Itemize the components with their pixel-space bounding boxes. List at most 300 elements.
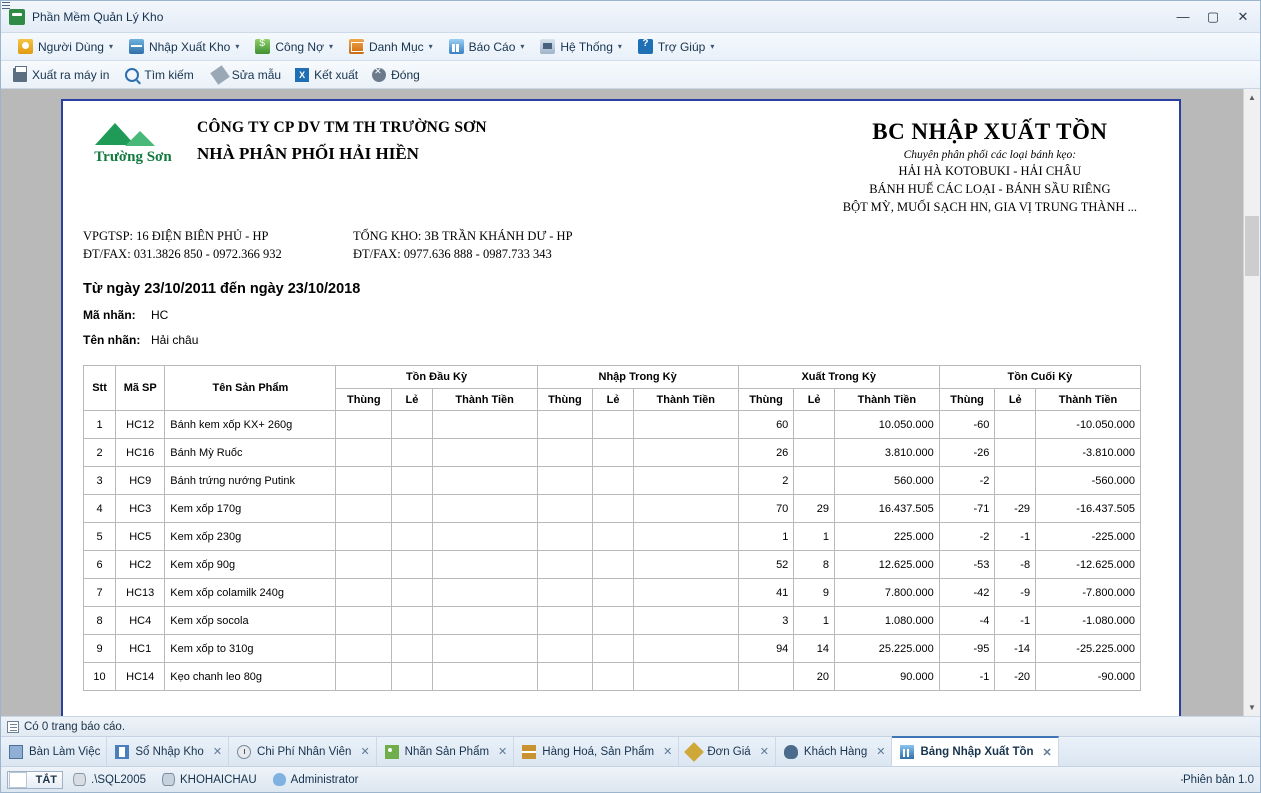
database-icon bbox=[162, 773, 175, 786]
cell-stt: 2 bbox=[84, 439, 116, 467]
desktop-icon bbox=[9, 745, 23, 759]
cell-dau-thung bbox=[336, 551, 392, 579]
cell-xuat-thung: 26 bbox=[738, 439, 794, 467]
cell-nhap-tt bbox=[633, 607, 738, 635]
cell-xuat-le bbox=[794, 439, 835, 467]
cell-cuoi-le: -29 bbox=[995, 495, 1036, 523]
table-row[interactable] bbox=[84, 411, 1141, 439]
cell-dau-tt bbox=[432, 411, 537, 439]
tab-close-icon[interactable]: ✕ bbox=[759, 746, 769, 758]
export-icon: X bbox=[295, 68, 309, 82]
search-icon bbox=[125, 68, 139, 82]
cell-nhap-tt bbox=[633, 439, 738, 467]
cell-dau-thung bbox=[336, 495, 392, 523]
chevron-down-icon: ▾ bbox=[520, 42, 525, 51]
cell-dau-le bbox=[392, 523, 433, 551]
chart-icon bbox=[449, 39, 464, 54]
cell-nhap-thung bbox=[537, 635, 593, 663]
tab-hang-hoa-san-pham[interactable] bbox=[514, 737, 679, 766]
cell-dau-le bbox=[392, 439, 433, 467]
table-row[interactable] bbox=[84, 635, 1141, 663]
mountain-shape-2-icon bbox=[125, 131, 155, 146]
cell-cuoi-tt: -560.000 bbox=[1036, 467, 1141, 495]
toolbar-label: Tìm kiếm bbox=[144, 67, 194, 82]
col-group-xuat-trong-ky: Xuất Trong Kỳ bbox=[738, 366, 939, 389]
toolbar-label: Đóng bbox=[391, 67, 420, 82]
cell-xuat-le bbox=[794, 467, 835, 495]
menu-nguoi-dung[interactable] bbox=[11, 36, 120, 58]
cell-ten: Kem xốp 170g bbox=[165, 495, 336, 523]
cell-nhap-le bbox=[593, 551, 634, 579]
cell-xuat-tt: 90.000 bbox=[834, 663, 939, 691]
price-icon bbox=[684, 742, 704, 762]
cell-xuat-thung: 1 bbox=[738, 523, 794, 551]
cell-nhap-tt bbox=[633, 635, 738, 663]
tab-ban-lam-viec[interactable] bbox=[1, 737, 107, 766]
cell-nhap-le bbox=[593, 635, 634, 663]
subcol-thung: Thùng bbox=[336, 389, 392, 411]
menu-bao-cao[interactable] bbox=[442, 36, 532, 58]
cell-xuat-thung: 52 bbox=[738, 551, 794, 579]
tab-close-icon[interactable]: ✕ bbox=[498, 746, 508, 758]
cell-nhap-le bbox=[593, 467, 634, 495]
cell-dau-thung bbox=[336, 523, 392, 551]
title-bar bbox=[1, 1, 1260, 33]
menu-tro-giup[interactable] bbox=[631, 36, 721, 58]
cell-dau-thung bbox=[336, 607, 392, 635]
cell-xuat-le: 20 bbox=[794, 663, 835, 691]
chevron-down-icon: ▾ bbox=[235, 42, 240, 51]
cell-xuat-thung: 2 bbox=[738, 467, 794, 495]
version-info bbox=[1181, 774, 1254, 786]
field-label: Tên nhãn: bbox=[83, 333, 141, 347]
book-icon bbox=[115, 745, 129, 759]
tab-don-gia[interactable] bbox=[679, 737, 776, 766]
cell-nhap-le bbox=[593, 411, 634, 439]
menu-label: Trợ Giúp bbox=[657, 39, 706, 54]
subcol-thanh-tien: Thành Tiền bbox=[633, 389, 738, 411]
user-icon bbox=[18, 39, 33, 54]
cell-ma: HC9 bbox=[116, 467, 165, 495]
cell-ten: Kem xốp 230g bbox=[165, 523, 336, 551]
cell-nhap-tt bbox=[633, 523, 738, 551]
cell-ma: HC13 bbox=[116, 579, 165, 607]
tab-nhan-san-pham[interactable] bbox=[377, 737, 515, 766]
menu-cong-no[interactable] bbox=[248, 36, 340, 58]
cell-xuat-tt: 1.080.000 bbox=[834, 607, 939, 635]
cell-xuat-le: 9 bbox=[794, 579, 835, 607]
company-block bbox=[83, 119, 487, 171]
address-office: VPGTSP: 16 ĐIỆN BIÊN PHỦ - HP bbox=[83, 229, 269, 243]
cell-ten: Kem xốp colamilk 240g bbox=[165, 579, 336, 607]
cell-cuoi-tt: -25.225.000 bbox=[1036, 635, 1141, 663]
cell-xuat-thung: 94 bbox=[738, 635, 794, 663]
tab-so-nhap-kho[interactable] bbox=[107, 737, 229, 766]
cell-ten: Bánh trứng nướng Putink bbox=[165, 467, 336, 495]
cell-dau-thung bbox=[336, 579, 392, 607]
chevron-down-icon: ▾ bbox=[108, 42, 113, 51]
cell-cuoi-thung: -2 bbox=[939, 523, 995, 551]
subcol-thanh-tien: Thành Tiền bbox=[432, 389, 537, 411]
page-icon bbox=[7, 721, 19, 733]
cell-cuoi-thung: -4 bbox=[939, 607, 995, 635]
field-ma-nhan bbox=[83, 308, 1159, 322]
cell-dau-tt bbox=[432, 495, 537, 523]
cell-nhap-thung bbox=[537, 579, 593, 607]
cell-nhap-tt bbox=[633, 411, 738, 439]
subcol-thung: Thùng bbox=[939, 389, 995, 411]
tab-close-icon[interactable]: ✕ bbox=[1042, 746, 1052, 759]
table-row[interactable] bbox=[84, 495, 1141, 523]
col-stt: Stt bbox=[84, 366, 116, 411]
menu-danh-muc[interactable] bbox=[342, 36, 440, 58]
cell-ma: HC14 bbox=[116, 663, 165, 691]
report-toolbar bbox=[1, 61, 1260, 89]
cell-xuat-thung bbox=[738, 663, 794, 691]
table-row[interactable] bbox=[84, 663, 1141, 691]
table-group-header-row bbox=[84, 366, 1141, 389]
server-info bbox=[73, 773, 146, 786]
cell-nhap-thung bbox=[537, 439, 593, 467]
tab-label: Đơn Giá bbox=[707, 745, 751, 758]
address-column-1 bbox=[83, 229, 353, 265]
status-text: Có 0 trang báo cáo. bbox=[24, 720, 126, 733]
cell-ten: Kem xốp 90g bbox=[165, 551, 336, 579]
cell-xuat-tt: 7.800.000 bbox=[834, 579, 939, 607]
cell-nhap-thung bbox=[537, 523, 593, 551]
cell-nhap-thung bbox=[537, 551, 593, 579]
cell-cuoi-thung: -71 bbox=[939, 495, 995, 523]
subcol-le: Lẻ bbox=[995, 389, 1036, 411]
user-icon bbox=[273, 773, 286, 786]
cell-cuoi-le: -14 bbox=[995, 635, 1036, 663]
cell-stt: 10 bbox=[84, 663, 116, 691]
cell-xuat-thung: 3 bbox=[738, 607, 794, 635]
cell-cuoi-le bbox=[995, 467, 1036, 495]
scrollbar-track[interactable] bbox=[1244, 106, 1261, 699]
tab-label: Khách Hàng bbox=[803, 745, 868, 758]
cell-cuoi-tt: -7.800.000 bbox=[1036, 579, 1141, 607]
cell-xuat-le: 29 bbox=[794, 495, 835, 523]
cell-xuat-tt: 12.625.000 bbox=[834, 551, 939, 579]
power-off-button[interactable]: TẮT bbox=[7, 771, 63, 789]
cell-xuat-tt: 25.225.000 bbox=[834, 635, 939, 663]
cell-cuoi-le: -8 bbox=[995, 551, 1036, 579]
cell-dau-tt bbox=[432, 635, 537, 663]
menu-bar bbox=[1, 33, 1260, 61]
tab-label: Nhãn Sản Phẩm bbox=[404, 745, 490, 758]
cell-dau-le bbox=[392, 551, 433, 579]
cell-dau-le bbox=[392, 663, 433, 691]
search-button[interactable] bbox=[121, 64, 201, 86]
cell-xuat-thung: 60 bbox=[738, 411, 794, 439]
tab-close-icon[interactable]: ✕ bbox=[663, 746, 673, 758]
close-report-button[interactable] bbox=[370, 64, 428, 86]
address-warehouse: TỔNG KHO: 3B TRẦN KHÁNH DƯ - HP bbox=[353, 229, 573, 243]
table-row[interactable] bbox=[84, 551, 1141, 579]
cell-ma: HC2 bbox=[116, 551, 165, 579]
col-group-ton-dau-ky: Tồn Đầu Kỳ bbox=[336, 366, 537, 389]
subcol-le: Lẻ bbox=[392, 389, 433, 411]
table-row[interactable] bbox=[84, 439, 1141, 467]
menu-label: Người Dùng bbox=[38, 39, 104, 54]
print-button[interactable] bbox=[11, 64, 117, 86]
menu-label: Công Nợ bbox=[275, 39, 324, 54]
user-info bbox=[273, 773, 359, 786]
company-name-line2: NHÀ PHÂN PHỐI HẢI HIỀN bbox=[197, 144, 419, 163]
field-label: Mã nhãn: bbox=[83, 308, 136, 322]
cell-cuoi-thung: -60 bbox=[939, 411, 995, 439]
tag-icon bbox=[385, 745, 399, 759]
brand-line-2: BÁNH HUẾ CÁC LOẠI - BÁNH SẦU RIÊNG bbox=[869, 182, 1111, 196]
tab-label: Hàng Hoá, Sản Phẩm bbox=[542, 745, 655, 758]
cell-dau-le bbox=[392, 495, 433, 523]
field-value: Hải châu bbox=[151, 333, 199, 347]
report-table bbox=[83, 365, 1141, 691]
menu-nhap-xuat-kho[interactable] bbox=[122, 36, 246, 58]
cell-dau-tt bbox=[432, 523, 537, 551]
table-head bbox=[84, 366, 1141, 411]
cell-dau-le bbox=[392, 467, 433, 495]
cell-nhap-tt bbox=[633, 467, 738, 495]
cell-ma: HC4 bbox=[116, 607, 165, 635]
cell-xuat-le bbox=[794, 411, 835, 439]
menu-label: Nhập Xuất Kho bbox=[148, 39, 231, 54]
cell-nhap-thung bbox=[537, 495, 593, 523]
cell-xuat-tt: 560.000 bbox=[834, 467, 939, 495]
report-page bbox=[61, 99, 1181, 716]
cell-dau-tt bbox=[432, 663, 537, 691]
cell-xuat-le: 14 bbox=[794, 635, 835, 663]
brand-line-1: HẢI HÀ KOTOBUKI - HẢI CHÂU bbox=[898, 164, 1082, 178]
cell-cuoi-tt: -225.000 bbox=[1036, 523, 1141, 551]
tab-bang-nhap-xuat-ton[interactable] bbox=[892, 736, 1058, 766]
menu-label: Hệ Thống bbox=[560, 39, 613, 54]
bottom-status-bar bbox=[1, 766, 1260, 792]
cell-ten: Kem xốp to 310g bbox=[165, 635, 336, 663]
subcol-thanh-tien: Thành Tiền bbox=[1036, 389, 1141, 411]
cell-nhap-le bbox=[593, 495, 634, 523]
cell-cuoi-le bbox=[995, 439, 1036, 467]
app-logo-icon bbox=[9, 9, 25, 25]
cell-cuoi-le: -1 bbox=[995, 607, 1036, 635]
cell-cuoi-tt: -12.625.000 bbox=[1036, 551, 1141, 579]
cell-cuoi-thung: -26 bbox=[939, 439, 995, 467]
server-name: .\SQL2005 bbox=[91, 773, 146, 786]
cell-ma: HC5 bbox=[116, 523, 165, 551]
report-icon bbox=[900, 745, 914, 759]
cell-stt: 6 bbox=[84, 551, 116, 579]
cell-xuat-tt: 225.000 bbox=[834, 523, 939, 551]
subcol-thung: Thùng bbox=[537, 389, 593, 411]
cell-cuoi-tt: -16.437.505 bbox=[1036, 495, 1141, 523]
cell-dau-tt bbox=[432, 551, 537, 579]
export-button[interactable] bbox=[293, 64, 366, 86]
cell-cuoi-le bbox=[995, 411, 1036, 439]
subcol-thung: Thùng bbox=[738, 389, 794, 411]
cell-stt: 3 bbox=[84, 467, 116, 495]
table-body bbox=[84, 411, 1141, 691]
report-period: Từ ngày 23/10/2011 đến ngày 23/10/2018 bbox=[83, 281, 361, 297]
cell-dau-thung bbox=[336, 467, 392, 495]
cell-ma: HC1 bbox=[116, 635, 165, 663]
printer-icon bbox=[13, 68, 27, 82]
goods-icon bbox=[522, 745, 536, 759]
cell-nhap-le bbox=[593, 523, 634, 551]
brand-line-3: BỘT MỲ, MUỐI SẠCH HN, GIA VỊ TRUNG THÀNH ... bbox=[842, 200, 1137, 214]
field-ten-nhan bbox=[83, 333, 1159, 347]
cell-dau-tt bbox=[432, 467, 537, 495]
cell-stt: 4 bbox=[84, 495, 116, 523]
cell-dau-tt bbox=[432, 579, 537, 607]
cell-nhap-tt bbox=[633, 495, 738, 523]
scrollbar-thumb[interactable] bbox=[1245, 216, 1259, 276]
chevron-down-icon: ▾ bbox=[710, 42, 715, 51]
chevron-down-icon: ▾ bbox=[428, 42, 433, 51]
database-info bbox=[162, 773, 257, 786]
cell-dau-thung bbox=[336, 411, 392, 439]
cell-xuat-thung: 41 bbox=[738, 579, 794, 607]
report-title: BC NHẬP XUẤT TỒN bbox=[872, 119, 1108, 144]
report-title-block bbox=[843, 119, 1159, 215]
report-subtitle: Chuyên phân phối các loại bánh kẹo: bbox=[903, 149, 1077, 161]
pencil-icon bbox=[210, 65, 229, 84]
cell-stt: 5 bbox=[84, 523, 116, 551]
cell-stt: 1 bbox=[84, 411, 116, 439]
cell-dau-thung bbox=[336, 439, 392, 467]
tab-close-icon[interactable]: ✕ bbox=[360, 746, 370, 758]
cell-cuoi-thung: -1 bbox=[939, 663, 995, 691]
cell-stt: 8 bbox=[84, 607, 116, 635]
database-server-icon bbox=[73, 773, 86, 786]
folder-icon bbox=[349, 39, 364, 54]
table-row[interactable] bbox=[84, 467, 1141, 495]
cell-dau-thung bbox=[336, 663, 392, 691]
cell-ma: HC12 bbox=[116, 411, 165, 439]
cell-nhap-tt bbox=[633, 579, 738, 607]
cell-xuat-tt: 3.810.000 bbox=[834, 439, 939, 467]
address-warehouse-phone: ĐT/FAX: 0977.636 888 - 0987.733 343 bbox=[353, 247, 552, 261]
box-icon bbox=[129, 39, 144, 54]
cell-nhap-thung bbox=[537, 607, 593, 635]
cell-nhap-thung bbox=[537, 411, 593, 439]
cell-nhap-le bbox=[593, 607, 634, 635]
tab-close-icon[interactable]: ✕ bbox=[876, 746, 886, 758]
cell-xuat-tt: 10.050.000 bbox=[834, 411, 939, 439]
cell-dau-le bbox=[392, 411, 433, 439]
system-icon bbox=[540, 39, 555, 54]
report-canvas bbox=[1, 89, 1243, 716]
cell-xuat-le: 1 bbox=[794, 523, 835, 551]
customer-icon bbox=[784, 745, 798, 759]
database-name: KHOHAICHAU bbox=[179, 773, 257, 786]
cell-dau-tt bbox=[432, 439, 537, 467]
tab-khach-hang[interactable] bbox=[776, 737, 893, 766]
cell-dau-thung bbox=[336, 635, 392, 663]
cell-dau-le bbox=[392, 635, 433, 663]
cell-ma: HC16 bbox=[116, 439, 165, 467]
company-name-line1: CÔNG TY CP DV TM TH TRƯỜNG SƠN bbox=[197, 119, 487, 136]
table-row[interactable] bbox=[84, 523, 1141, 551]
cell-cuoi-tt: -90.000 bbox=[1036, 663, 1141, 691]
tab-bar bbox=[1, 736, 1260, 766]
chevron-down-icon: ▾ bbox=[328, 42, 333, 51]
minimize-button[interactable]: — bbox=[1176, 9, 1190, 24]
company-logo-icon bbox=[83, 119, 183, 171]
tab-chi-phi-nhan-vien[interactable] bbox=[229, 737, 377, 766]
subcol-le: Lẻ bbox=[593, 389, 634, 411]
money-icon bbox=[255, 39, 270, 54]
cell-xuat-le: 1 bbox=[794, 607, 835, 635]
subcol-le: Lẻ bbox=[794, 389, 835, 411]
version-label: Phiên bản 1.0 bbox=[1183, 773, 1254, 786]
table-row[interactable] bbox=[84, 579, 1141, 607]
toolbar-label: Sửa mẫu bbox=[231, 67, 282, 82]
tab-label: Sổ Nhập Kho bbox=[135, 745, 204, 758]
menu-label: Danh Mục bbox=[368, 39, 424, 54]
cell-ma: HC3 bbox=[116, 495, 165, 523]
col-ten-san-pham: Tên Sản Phẩm bbox=[165, 366, 336, 411]
report-viewer bbox=[1, 89, 1260, 716]
toolbar-label: Kết xuất bbox=[314, 67, 359, 82]
report-status-bar bbox=[1, 716, 1260, 736]
logo-text: Trường Sơn bbox=[94, 149, 172, 165]
address-office-phone: ĐT/FAX: 031.3826 850 - 0972.366 932 bbox=[83, 247, 282, 261]
toolbar-label: Xuất ra máy in bbox=[32, 67, 110, 82]
cell-cuoi-le: -20 bbox=[995, 663, 1036, 691]
scroll-up-arrow-icon[interactable]: ▲ bbox=[1244, 89, 1261, 106]
cell-xuat-le: 8 bbox=[794, 551, 835, 579]
tab-label: Bàn Làm Việc bbox=[29, 745, 101, 758]
close-button[interactable]: ✕ bbox=[1237, 8, 1249, 24]
tab-close-icon[interactable]: ✕ bbox=[212, 746, 223, 758]
col-ma-sp: Mã SP bbox=[116, 366, 165, 411]
cell-cuoi-thung: -53 bbox=[939, 551, 995, 579]
maximize-button[interactable]: ▢ bbox=[1206, 8, 1220, 24]
cell-stt: 7 bbox=[84, 579, 116, 607]
cell-nhap-thung bbox=[537, 663, 593, 691]
cell-xuat-tt: 16.437.505 bbox=[834, 495, 939, 523]
vertical-scrollbar[interactable] bbox=[1243, 89, 1260, 716]
cell-ten: Kẹo chanh leo 80g bbox=[165, 663, 336, 691]
edit-template-button[interactable] bbox=[206, 64, 289, 86]
cell-ten: Kem xốp socola bbox=[165, 607, 336, 635]
cell-cuoi-thung: -95 bbox=[939, 635, 995, 663]
cell-cuoi-le: -9 bbox=[995, 579, 1036, 607]
user-name: Administrator bbox=[290, 773, 359, 786]
cell-dau-tt bbox=[432, 607, 537, 635]
close-circle-icon bbox=[372, 68, 386, 82]
address-column-2 bbox=[353, 229, 573, 265]
cell-dau-le bbox=[392, 607, 433, 635]
table-row[interactable] bbox=[84, 607, 1141, 635]
cell-nhap-tt bbox=[633, 663, 738, 691]
window-title: Phần Mềm Quản Lý Kho bbox=[32, 9, 164, 24]
scroll-down-arrow-icon[interactable]: ▼ bbox=[1244, 699, 1261, 716]
cell-nhap-thung bbox=[537, 467, 593, 495]
cell-cuoi-tt: -10.050.000 bbox=[1036, 411, 1141, 439]
cell-xuat-thung: 70 bbox=[738, 495, 794, 523]
cell-nhap-le bbox=[593, 663, 634, 691]
cell-ten: Bánh Mỳ Ruốc bbox=[165, 439, 336, 467]
address-block bbox=[83, 229, 1159, 265]
field-value: HC bbox=[151, 308, 169, 322]
cell-cuoi-le: -1 bbox=[995, 523, 1036, 551]
chevron-down-icon: ▾ bbox=[617, 42, 622, 51]
cell-cuoi-thung: -2 bbox=[939, 467, 995, 495]
menu-he-thong[interactable] bbox=[533, 36, 629, 58]
cell-dau-le bbox=[392, 579, 433, 607]
